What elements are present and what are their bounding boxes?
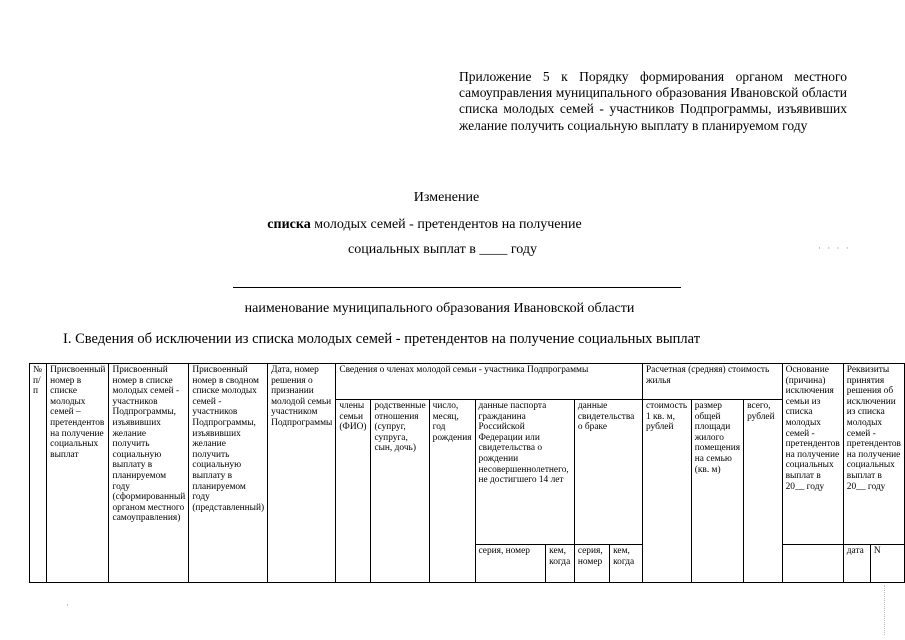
title-list [0, 217, 877, 233]
exclusion-table [29, 363, 905, 583]
col-summary-number: Присвоенный номер в сводном списке молодых семей - участников Подпрограммы, изъявивших желание получить социальную выплату в планируемом году (представленный) [189, 364, 268, 583]
col-decision-n: N [870, 545, 904, 583]
title-year: социальных выплат в ____ году [348, 242, 537, 257]
col-kinship: родственные отношения (супруг, супруга, сын, дочь) [371, 400, 429, 583]
title-list-rest: молодых семей - претендентов на получение [310, 217, 582, 232]
col-decision-details: Реквизиты принятия решения об исключении из списка молодых семей - претендентов на получение социальных выплат в 20__ году [843, 364, 904, 545]
title-list-bold: списка [267, 217, 311, 232]
col-list-number: Присвоенный номер в списке молодых семей - участников Подпрограммы, изъявивших желание получить социальную выплату в планируемом году (сформированный органом местного самоуправления) [109, 364, 189, 583]
col-decision-date-sub: дата [843, 545, 870, 583]
scan-noise-2: · [66, 600, 71, 610]
col-area: размер общей площади жилого помещения на семью (кв. м) [691, 400, 743, 583]
col-marriage-series: серия, номер [574, 545, 609, 583]
col-num: № п/п [30, 364, 47, 583]
col-passport-series: серия, номер [475, 545, 546, 583]
municipality-blank-line [233, 287, 681, 288]
col-assigned: Присвоенный номер в списке молодых семей – претендентов на получение социальных выплат [47, 364, 109, 583]
municipality-caption: наименование муниципального образования Ивановской области [244, 301, 635, 316]
col-reason: Основание (причина) исключения семьи из списка молодых семей - претендентов на получение социальных выплат в 20__ году [782, 364, 843, 545]
col-decision-date: Дата, номер решения о признании молодой семьи участником Подпрограммы [268, 364, 336, 583]
col-passport-issued: кем, когда [546, 545, 575, 583]
col-passport: данные паспорта гражданина Российской Федерации или свидетельства о рождении несовершеннолетнего, не достигшего 14 лет [475, 400, 574, 545]
col-marriage-issued: кем, когда [610, 545, 643, 583]
title-change: Изменение [413, 190, 480, 205]
col-birthdate: число, месяц, год рождения [429, 400, 475, 583]
col-members-group: Сведения о членах молодой семьи - участника Подпрограммы [336, 364, 643, 400]
scan-edge [884, 585, 886, 635]
col-cost-sqm: стоимость 1 кв. м, рублей [642, 400, 691, 583]
col-reason-blank [782, 545, 843, 583]
col-cost-group: Расчетная (средняя) стоимость жилья [642, 364, 782, 400]
col-marriage: данные свидетельства о браке [574, 400, 642, 545]
col-total: всего, рублей [744, 400, 783, 583]
scan-noise: · · · · [818, 243, 851, 253]
section-heading: I. Сведения об исключении из списка молодых семей - претендентов на получение социальных выплат [63, 331, 701, 347]
appendix-note: Приложение 5 к Порядку формирования органом местного самоуправления муниципального образования Ивановской области списка молодых семей - участников Подпрограммы, изъявивших желание получить социальную выплату в планируемом году [459, 69, 847, 133]
col-member-fio: члены семьи (ФИО) [336, 400, 371, 583]
